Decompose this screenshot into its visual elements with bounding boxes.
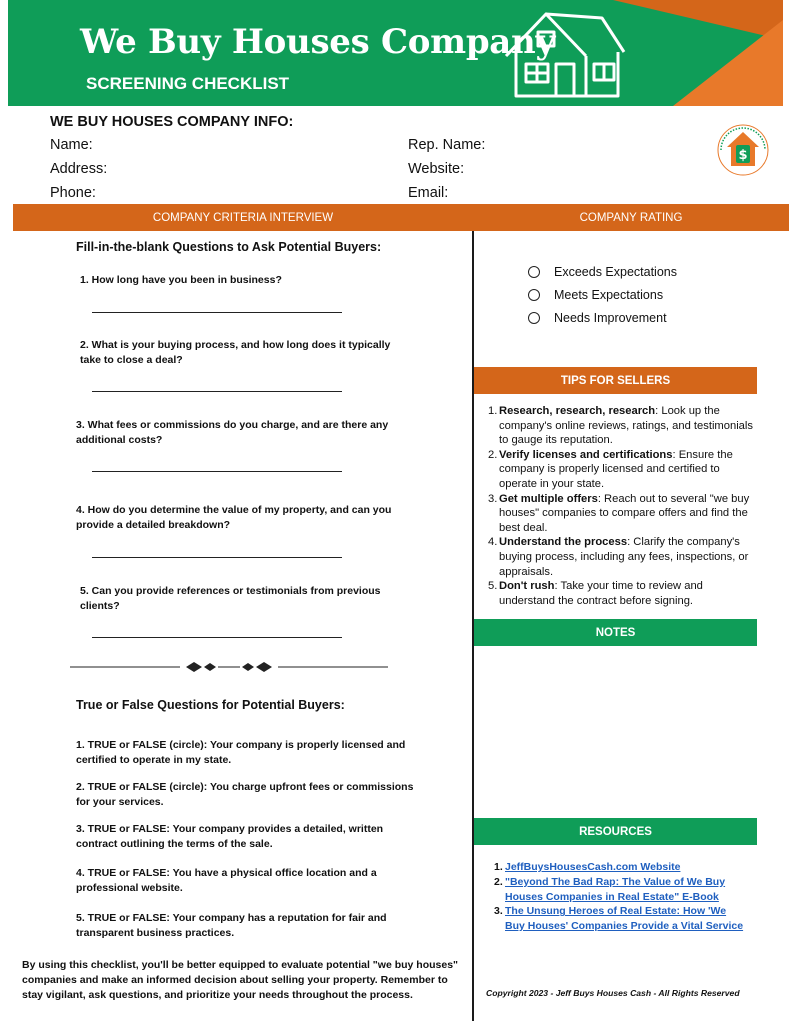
rating-option-meets[interactable]: [528, 288, 663, 302]
tip-body: : Ensure the company is properly licensed and certified to operate in your state.: [499, 448, 733, 490]
rep-name-label: Rep. Name:: [408, 137, 486, 153]
tip-body: : Reach out to several "we buy houses" companies to compare offers and find the best deal.: [499, 492, 750, 534]
resource-link[interactable]: "Beyond The Bad Rap: The Value of We Buy Houses Companies in Real Estate" E-Book: [505, 875, 726, 903]
fill-question: 3. What fees or commissions do you charge, and are there any additional costs?: [76, 419, 389, 446]
header-banner: [8, 0, 783, 106]
tip-bold: Don't rush: [499, 580, 555, 593]
tip-item: [488, 404, 756, 448]
tf-question: 1. TRUE or FALSE (circle): Your company is properly licensed and certified to operate in my state.: [76, 739, 406, 766]
answer-line[interactable]: [92, 391, 342, 392]
fill-question: 2. What is your buying process, and how long does it typically take to close a deal?: [80, 339, 391, 366]
resource-link[interactable]: JeffBuysHousesCash.com Website: [505, 861, 681, 873]
tip-bold: Verify licenses and certifications: [499, 448, 673, 461]
tip-item: [488, 448, 756, 492]
tf-question: 5. TRUE or FALSE: Your company has a reputation for fair and transparent business practices.: [76, 912, 387, 939]
notes-heading: NOTES: [474, 619, 757, 646]
tip-text: [499, 535, 756, 579]
tip-number: 5.: [488, 580, 498, 593]
resources-heading: RESOURCES: [474, 818, 757, 845]
resource-link[interactable]: The Unsung Heroes of Real Estate: How 'We Buy Houses' Companies Provide a Vital Service: [505, 905, 744, 933]
rating-label: Meets Expectations: [554, 288, 664, 302]
rating-option-needs-improvement[interactable]: [528, 311, 667, 325]
tip-body: : Look up the company's online reviews, ratings, and testimonials to gauge its reputation.: [499, 405, 753, 447]
tip-number: 3.: [488, 492, 498, 505]
copyright-notice: Copyright 2023 - Jeff Buys Houses Cash - All Rights Reserved: [486, 988, 740, 998]
tip-bold: Get multiple offers: [499, 492, 598, 505]
tip-item: [488, 492, 756, 536]
company-info-heading: WE BUY HOUSES COMPANY INFO:: [50, 114, 294, 130]
company-rating-band: COMPANY RATING: [473, 204, 789, 231]
resource-item: [494, 875, 744, 905]
house-icon: [502, 8, 628, 100]
resource-item: [494, 904, 744, 934]
criteria-interview-band: COMPANY CRITERIA INTERVIEW: [13, 204, 473, 231]
resource-number: 3.: [494, 905, 503, 918]
tip-text: [499, 448, 756, 492]
answer-line[interactable]: [92, 557, 342, 558]
tip-number: 1.: [488, 405, 498, 417]
company-logo: [716, 123, 770, 177]
tip-number: 2.: [488, 448, 498, 461]
tip-body: : Take your time to review and understand the contract before signing.: [499, 580, 703, 607]
answer-line[interactable]: [92, 471, 342, 472]
name-label: Name:: [50, 137, 93, 153]
fill-in-heading: Fill-in-the-blank Questions to Ask Potential Buyers:: [76, 240, 382, 254]
resource-number: 2.: [494, 875, 503, 888]
resource-item: [494, 860, 744, 875]
notes-area[interactable]: [476, 648, 756, 816]
tip-item: [488, 579, 756, 608]
tf-question: 4. TRUE or FALSE: You have a physical office location and a professional website.: [76, 867, 377, 894]
page-subtitle: SCREENING CHECKLIST: [86, 74, 290, 93]
address-label: Address:: [50, 161, 108, 177]
tip-text: [499, 492, 756, 536]
website-label: Website:: [408, 161, 465, 177]
page-title: We Buy Houses Company: [80, 22, 555, 62]
tip-item: [488, 535, 756, 579]
closing-paragraph: By using this checklist, you'll be better equipped to evaluate potential "we buy houses" companies and make an informed decision about selling your property. Remember to stay vigilant, ask questions, and prioritize your needs throughout the process.: [22, 959, 459, 1001]
tip-body: : Clarify the company's buying process, including any fees, inspections, or appraisals.: [499, 536, 749, 578]
svg-text:$: $: [738, 148, 748, 163]
fill-question: 4. How do you determine the value of my property, and can you provide a detailed breakdown?: [76, 504, 392, 531]
rating-label: Exceeds Expectations: [554, 265, 677, 279]
radio-circle-icon[interactable]: [528, 289, 540, 301]
fill-question: 1. How long have you been in business?: [80, 274, 282, 286]
fill-question: 5. Can you provide references or testimonials from previous clients?: [80, 585, 381, 612]
tip-text: [499, 579, 756, 608]
ornamental-divider: [70, 657, 388, 677]
radio-circle-icon[interactable]: [528, 312, 540, 324]
answer-line[interactable]: [92, 637, 342, 638]
tip-number: 4.: [488, 536, 498, 549]
tf-question: 3. TRUE or FALSE: Your company provides a detailed, written contract outlining the terms of the sale.: [76, 823, 384, 850]
tip-text: [499, 404, 756, 448]
resource-number: 1.: [494, 861, 503, 873]
rating-option-exceeds[interactable]: [528, 265, 677, 279]
header-accent-triangle-orange: [673, 20, 783, 106]
tip-bold: Research, research, research: [499, 405, 656, 417]
tf-question: 2. TRUE or FALSE (circle): You charge upfront fees or commissions for your services.: [76, 781, 414, 808]
email-label: Email:: [408, 185, 449, 201]
true-false-heading: True or False Questions for Potential Buyers:: [76, 698, 345, 712]
answer-line[interactable]: [92, 312, 342, 313]
tips-heading: TIPS FOR SELLERS: [474, 367, 757, 394]
rating-label: Needs Improvement: [554, 311, 667, 325]
resources-list: [494, 860, 744, 934]
radio-circle-icon[interactable]: [528, 266, 540, 278]
tip-bold: Understand the process: [499, 536, 628, 549]
tips-list: [488, 404, 756, 608]
phone-label: Phone:: [50, 185, 96, 201]
